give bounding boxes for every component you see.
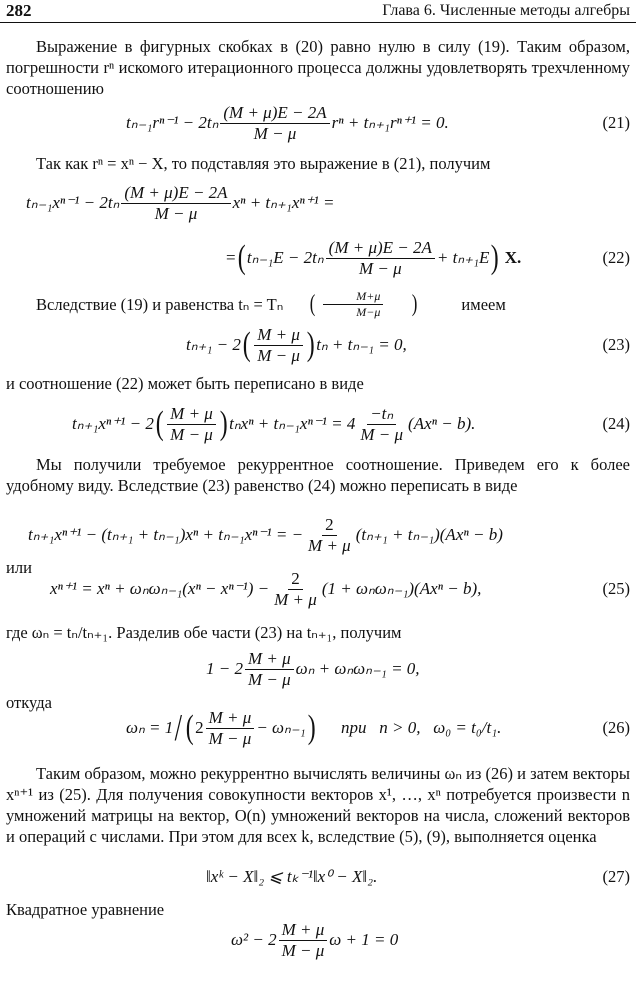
inline-num: M+μ	[323, 290, 383, 305]
eq23-den: M − μ	[257, 345, 300, 365]
eq22a-lhs: tₙ₋₁xⁿ⁻¹ − 2tₙ	[26, 193, 120, 212]
page-header	[0, 0, 638, 22]
eq25-number: (25)	[602, 579, 630, 598]
eq24-num2: −tₙ	[367, 405, 396, 425]
p3-after: имеем	[461, 294, 506, 314]
eq26-num: M + μ	[206, 709, 255, 729]
eq26-lhs: ωₙ = 1	[126, 718, 174, 737]
equation-22-line-2	[6, 235, 630, 281]
eqom-rhs: ωₙ + ωₙωₙ₋₁ = 0,	[295, 659, 420, 678]
paren-open: (	[185, 709, 194, 746]
eq22a-fraction	[121, 184, 230, 223]
page-number: 282	[6, 1, 32, 20]
equation-unnumbered	[6, 515, 630, 555]
eq26-inner: 2	[195, 718, 204, 737]
paren-close: )	[219, 405, 228, 442]
eq27-expr: ‖xᵏ − X‖₂ ⩽ tₖ⁻¹‖x⁰ − X‖₂.	[206, 867, 378, 886]
eq22a-num: (M + μ)E − 2A	[121, 184, 230, 204]
eq25-fraction	[271, 570, 320, 609]
equn-lhs: tₙ₊₁xⁿ⁺¹ − (tₙ₊₁ + tₙ₋₁)xⁿ + tₙ₋₁xⁿ⁻¹ = −	[28, 525, 304, 544]
eq23-rhs: tₙ + tₙ₋₁ = 0,	[316, 335, 407, 354]
paren-open: (	[155, 405, 164, 442]
eqom-num: M + μ	[245, 650, 294, 670]
eq24-fraction-1	[167, 405, 216, 444]
eq22b-lhs: tₙ₋₁E − 2tₙ	[246, 248, 324, 267]
eq22b-num: (M + μ)E − 2A	[326, 239, 435, 259]
eq23-lhs: tₙ₊₁ − 2	[186, 335, 241, 354]
eq22b-tail: X.	[504, 248, 522, 267]
equation-27	[6, 862, 630, 892]
paragraph-6: или	[6, 558, 32, 577]
paragraph-1: Выражение в фигурных скобках в (20) равно нулю в силу (19). Таким образом, погрешности rⁿ искомого итерационного процесса должны удовлетворять трехчленному соотношению	[6, 37, 630, 98]
eq22a-den: M − μ	[154, 203, 198, 223]
equation-21	[6, 103, 630, 143]
eq26-fraction	[206, 709, 255, 748]
eq27-number: (27)	[602, 867, 630, 886]
eqq-den: M − μ	[281, 940, 325, 960]
eq25-rhs: (1 + ωₙωₙ₋₁)(Axⁿ − b),	[321, 579, 482, 598]
equation-23	[6, 322, 630, 368]
equation-omega	[6, 649, 630, 689]
inline-fraction	[323, 290, 383, 319]
paragraph-9: Таким образом, можно рекуррентно вычислять величины ωₙ из (26) и затем векторы xⁿ⁺¹ из (25). Для получения совокупности векторов x¹, …, xⁿ потребуется произвести n умножений матрицы на вектор, O(n) умножений векторов на числа, сложений векторов и операций с числами. При этом для всех k, вследствие (5), (9), выполняется оценка	[6, 764, 631, 846]
inline-den: M−μ	[356, 304, 381, 319]
eq22b-den: M − μ	[358, 258, 402, 278]
eq22b-fraction	[326, 239, 435, 278]
eq22a-rhs: xⁿ + tₙ₊₁xⁿ⁺¹ =	[232, 193, 335, 212]
right-paren: )	[491, 239, 500, 276]
paragraph-7: где ωₙ = tₙ/tₙ₊₁. Разделив обе части (23) на tₙ₊₁, получим	[6, 623, 402, 642]
p3-before: Вследствие (19) и равенства tₙ = Tₙ	[36, 294, 284, 314]
eq21-lhs: tₙ₋₁rⁿ⁻¹ − 2tₙ	[126, 113, 219, 132]
slash: /	[174, 707, 183, 749]
eq24-rhs: (Axⁿ − b).	[408, 414, 476, 433]
paragraph-5: Мы получили требуемое рекуррентное соотношение. Приведем его к более удобному виду. Вследствие (23) равенство (24) можно переписать в виде	[6, 455, 630, 495]
eq21-fraction	[220, 104, 329, 143]
equation-25	[6, 569, 630, 609]
eq25-den: M + μ	[274, 589, 317, 609]
eq21-rhs: rⁿ + tₙ₊₁rⁿ⁺¹ = 0.	[331, 113, 449, 132]
eq24-fraction-2	[357, 405, 406, 444]
inline-left-paren: (	[309, 291, 316, 317]
equation-quadratic	[6, 920, 630, 960]
eq24-lhs: tₙ₊₁xⁿ⁺¹ − 2	[72, 414, 154, 433]
eq24-mid: tₙxⁿ + tₙ₋₁xⁿ⁻¹ = 4	[229, 414, 356, 433]
eq24-den2: M − μ	[360, 424, 404, 444]
eqq-num: M + μ	[279, 921, 328, 941]
left-paren: (	[237, 239, 246, 276]
eq21-number: (21)	[602, 113, 630, 132]
paren-close: )	[307, 709, 316, 746]
equation-26	[6, 705, 630, 751]
eq22-number: (22)	[602, 248, 630, 267]
eq22b-pre: =	[226, 248, 236, 267]
paren-close: )	[306, 326, 315, 363]
eq24-num: M + μ	[167, 405, 216, 425]
eq25-lhs: xⁿ⁺¹ = xⁿ + ωₙωₙ₋₁(xⁿ − xⁿ⁻¹) −	[50, 579, 270, 598]
eq24-den: M − μ	[170, 424, 213, 444]
eq26-inner2: − ωₙ₋₁	[256, 718, 306, 737]
paren-open: (	[242, 326, 251, 363]
equation-24	[6, 401, 630, 447]
eqq-lhs: ω² − 2	[231, 930, 277, 949]
chapter-title: Глава 6. Численные методы алгебры	[382, 2, 630, 19]
paragraph-10: Квадратное уравнение	[6, 900, 165, 919]
eqq-fraction	[279, 921, 328, 960]
eqom-lhs: 1 − 2	[206, 659, 243, 678]
eq25-num: 2	[288, 570, 303, 590]
paragraph-3	[6, 289, 630, 319]
equn-den: M + μ	[308, 535, 351, 555]
eq23-num: M + μ	[254, 326, 303, 346]
eqq-rhs: ω + 1 = 0	[329, 930, 399, 949]
equn-rhs: (tₙ₊₁ + tₙ₋₁)(Axⁿ − b)	[355, 525, 503, 544]
paragraph-2: Так как rⁿ = xⁿ − X, то подставляя это выражение в (21), получим	[36, 154, 491, 173]
eq23-fraction	[254, 326, 303, 365]
eq26-number: (26)	[602, 718, 630, 737]
eq26-den: M − μ	[208, 728, 252, 748]
eq23-number: (23)	[602, 335, 630, 354]
paragraph-8: откуда	[6, 693, 52, 712]
eq21-num: (M + μ)E − 2A	[220, 104, 329, 124]
paragraph-4: и соотношение (22) может быть переписано в виде	[6, 374, 364, 393]
equn-num: 2	[322, 516, 337, 536]
equn-fraction	[305, 516, 354, 555]
inline-right-paren: )	[412, 291, 418, 317]
eq26-cond: при n > 0, ω₀ = t₀/t₁.	[341, 718, 502, 737]
eq24-number: (24)	[602, 414, 630, 433]
eqom-den: M − μ	[247, 669, 291, 689]
eqom-fraction	[245, 650, 294, 689]
header-rule	[0, 22, 636, 23]
eq22b-rhs: + tₙ₊₁E	[436, 248, 490, 267]
equation-22-line-1	[6, 183, 630, 223]
eq21-den: M − μ	[253, 123, 297, 143]
